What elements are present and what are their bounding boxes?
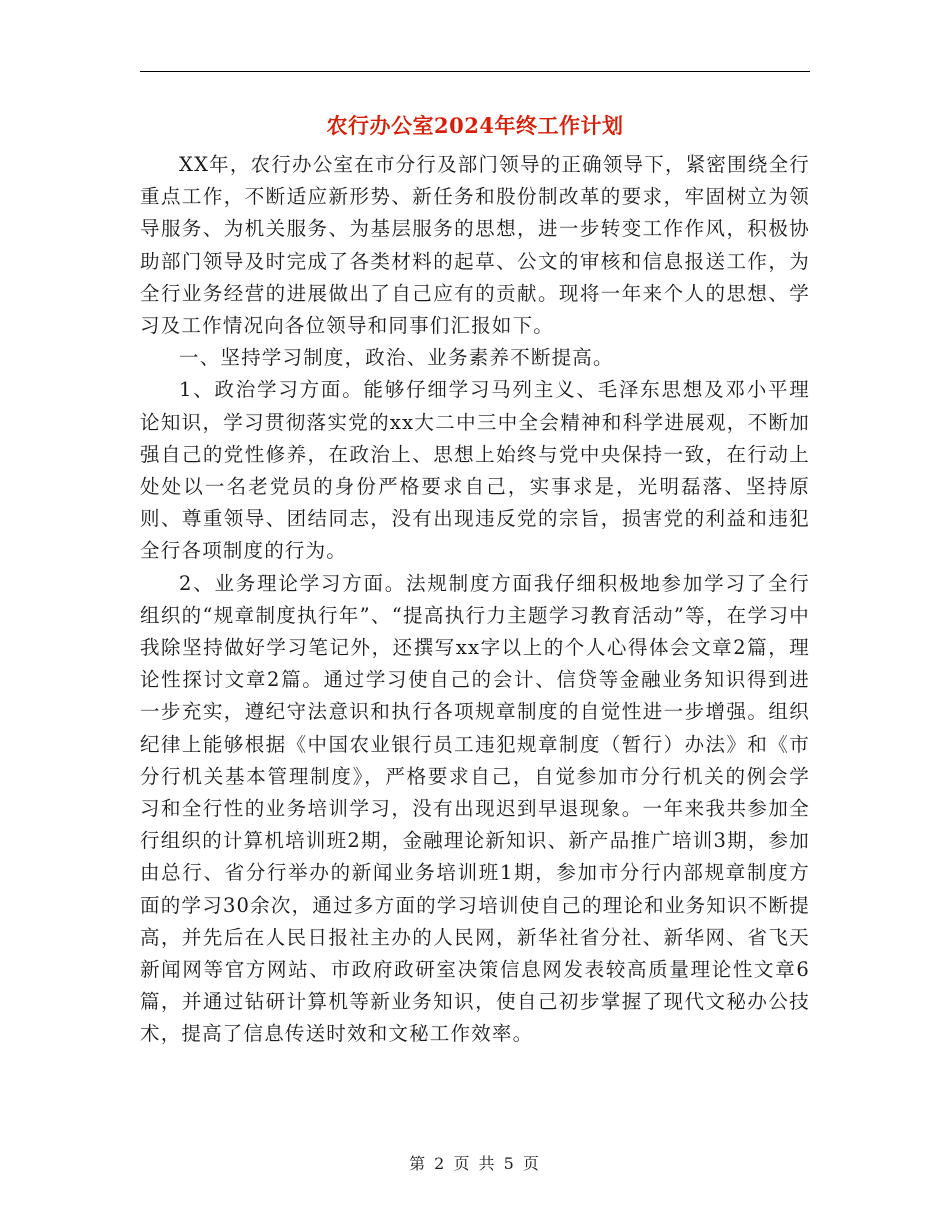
paragraph-political-study: 1、政治学习方面。能够仔细学习马列主义、毛泽东思想及邓小平理论知识，学习贯彻落实党的xx大二中三中全会精神和科学进展观，不断加强自己的党性修养，在政治上、思想上始终与党中央保持一致，在行动上处处以一名老党员的身份严格要求自己，实事求是，光明磊落、坚持原则、尊重领导、团结同志，没有出现违反党的宗旨，损害党的利益和违犯全行各项制度的行为。 xyxy=(140,378,810,563)
page-number-footer: 第 2 页 共 5 页 xyxy=(409,1154,541,1173)
paragraph-intro: XX年，农行办公室在市分行及部门领导的正确领导下，紧密围绕全行重点工作，不断适应新形势、新任务和股份制改革的要求，牢固树立为领导服务、为机关服务、为基层服务的思想，进一步转变工作作风，积极协助部门领导及时完成了各类材料的起草、公文的审核和信息报送工作，为全行业务经营的进展做出了自己应有的贡献。现将一年来个人的思想、学习及工作情况向各位领导和同事们汇报如下。 xyxy=(140,153,810,338)
header-rule xyxy=(140,71,810,72)
paragraph-business-study: 2、业务理论学习方面。法规制度方面我仔细积极地参加学习了全行组织的“规章制度执行年”、“提高执行力主题学习教育活动”等，在学习中我除坚持做好学习笔记外，还撰写xx字以上的个人心得体会文章2篇，理论性探讨文章2篇。通过学习使自己的会计、信贷等金融业务知识得到进一步充实，遵纪守法意识和执行各项规章制度的自觉性进一步增强。组织纪律上能够根据《中国农业银行员工违犯规章制度（暂行）办法》和《市分行机关基本管理制度》，严格要求自己，自觉参加市分行机关的例会学习和全行性的业务培训学习，没有出现迟到早退现象。一年来我共参加全行组织的计算机培训班2期，金融理论新知识、新产品推广培训3期，参加由总行、省分行举办的新闻业务培训班1期，参加市分行内部规章制度方面的学习30余次，通过多方面的学习培训使自己的理论和业务知识不断提高，并先后在人民日报社主办的人民网，新华社省分社、新华网、省飞天新闻网等官方网站、市政府政研室决策信息网发表较高质量理论性文章6篇，并通过钻研计算机等新业务知识，使自己初步掌握了现代文秘办公技术，提高了信息传送时效和文秘工作效率。 xyxy=(140,571,810,1046)
document-title: 农行办公室2024年终工作计划 xyxy=(326,113,624,138)
document-body xyxy=(140,149,810,1051)
section-heading-1: 一、坚持学习制度，政治、业务素养不断提高。 xyxy=(179,346,614,370)
